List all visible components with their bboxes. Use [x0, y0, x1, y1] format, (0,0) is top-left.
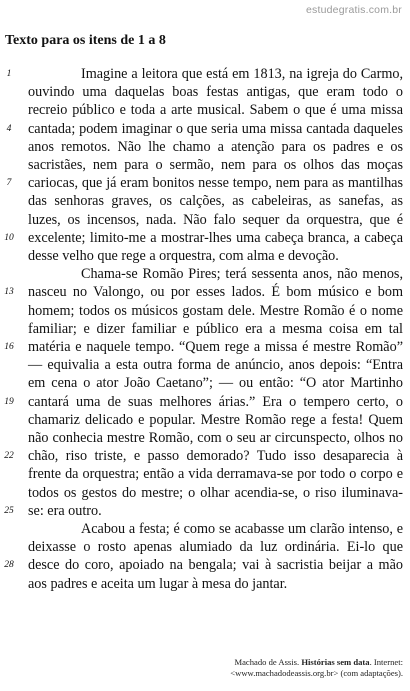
line-number: 19	[4, 396, 14, 407]
source-citation	[190, 657, 403, 679]
line-number: 25	[4, 505, 14, 516]
paragraph: Imagine a leitora que está em 1813, na igreja do Carmo, ouvindo uma daquelas boas festas antigas, que eram todo o recreio público e toda a arte musical. Sabem o que é uma missa cantada; podem imaginar o que seria uma missa cantada daqueles anos remotos. Não lhe chamo a atenção para os padres e os sacristães, nem para o sermão, nem para os olhos das moças cariocas, que já eram bonitos nesse tempo, nem para as mantilhas das senhoras graves, os calções, as cabeleiras, as sanefas, as luzes, os incensos, nada. Não falo sequer da orquestra, que é excelente; limito-me a mostrar-lhes uma cabeça branca, a cabeça desse velho que rege a orquestra, com alma e devoção.	[28, 66, 403, 265]
section-heading: Texto para os itens de 1 a 8	[5, 33, 166, 48]
paragraph: Acabou a festa; é como se acabasse um clarão intenso, e deixasse o rosto apenas alumiado da luz ordinária. Ei-lo que desce do coro, apoiado na bengala; vai à sacristia beijar a mão aos padres e aceita um lugar à mesa do jantar.	[28, 521, 403, 592]
line-number: 1	[6, 69, 12, 79]
source-work: Histórias sem data	[301, 657, 370, 667]
source-note: (com adaptações).	[338, 668, 403, 678]
source-author: Machado de Assis.	[234, 657, 300, 667]
line-number: 16	[4, 342, 14, 352]
article-body	[28, 65, 403, 593]
line-number: 4	[6, 123, 12, 134]
line-number: 7	[6, 178, 12, 189]
line-number: 22	[4, 451, 14, 462]
site-watermark: estudegratis.com.br	[305, 4, 402, 16]
source-link[interactable]: <www.machadodeassis.org.br>	[230, 668, 339, 678]
line-number: 10	[4, 232, 14, 243]
source-suffix: . Internet:	[369, 657, 403, 667]
line-number: 13	[4, 287, 14, 298]
line-number: 28	[4, 560, 14, 571]
paragraph: Chama-se Romão Pires; terá sessenta anos, não menos, nasceu no Valongo, ou por esses lados. É bom músico e bom homem; todos os músicos gostam dele. Mestre Romão é o nome familiar; e dizer familiar e público era a mesma coisa em tal matéria e naquele tempo. “Quem rege a missa é mestre Romão” — equivalia a esta outra forma de anúncio, anos depois: “Entra em cena o ator João Caetano”; — ou então: “O ator Martinho cantará uma de suas melhores árias.” Era o tempero certo, o chamariz delicado e popular. Mestre Romão rege a festa! Quem não conhecia mestre Romão, com o seu ar circunspecto, olhos no chão, riso triste, e passo demorado? Tudo isso desaparecia à frente da orquestra; então a vida derramava-se por todo o corpo e todos os gestos do mestre; o olhar acendia-se, o riso iluminava-se: era outro.	[28, 266, 403, 519]
